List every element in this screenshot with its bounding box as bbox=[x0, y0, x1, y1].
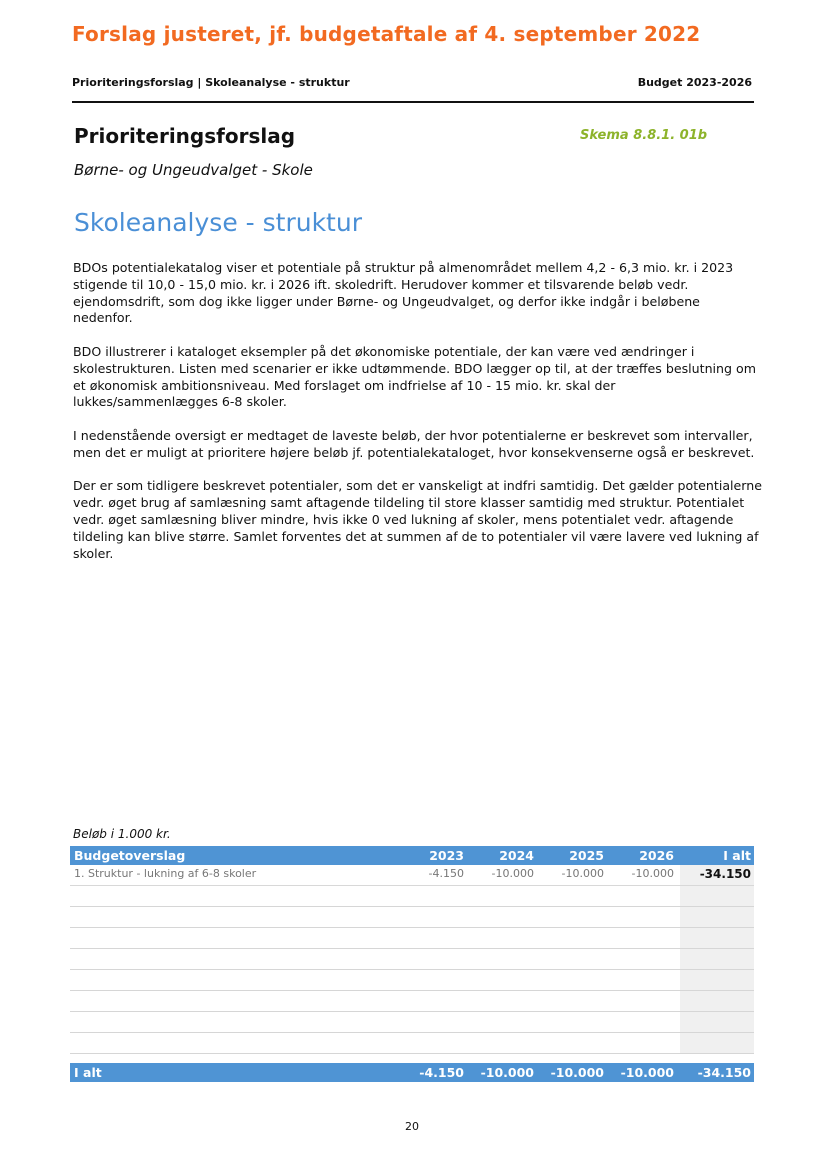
header-cell: 2023 bbox=[429, 848, 464, 863]
header-right: Budget 2023-2026 bbox=[637, 76, 752, 89]
empty-row bbox=[70, 970, 754, 991]
total-column-shade bbox=[680, 1012, 754, 1032]
schema-number: Skema 8.8.1. 01b bbox=[580, 128, 708, 143]
row-value: -10.000 bbox=[631, 867, 674, 880]
section-title: Skoleanalyse - struktur bbox=[74, 208, 362, 237]
empty-row bbox=[70, 886, 754, 907]
row-value: -4.150 bbox=[428, 867, 464, 880]
body-text bbox=[73, 260, 763, 579]
amount-unit-note: Beløb i 1.000 kr. bbox=[73, 827, 171, 841]
empty-row bbox=[70, 928, 754, 949]
total-column-shade bbox=[680, 928, 754, 948]
row-value: -10.000 bbox=[561, 867, 604, 880]
table-spacer bbox=[70, 1054, 754, 1063]
table-row bbox=[70, 865, 754, 886]
row-label: 1. Struktur - lukning af 6-8 skoler bbox=[74, 867, 257, 880]
page-title: Prioriteringsforslag bbox=[74, 124, 296, 148]
total-column-shade bbox=[680, 886, 754, 906]
paragraph: BDO illustrerer i kataloget eksempler på det økonomiske potentiale, der kan være ved ændringer i skolestrukturen. Listen med scenarier er ikke udtømmende. BDO lægger op til, at der træffes beslutning om et økonomisk ambitionsniveau. Med forslaget om indfrielse af 10 - 15 mio. kr. skal der lukkes/sammenlægges 6-8 skoler. bbox=[73, 343, 757, 410]
row-value: -10.000 bbox=[491, 867, 534, 880]
row-total: -34.150 bbox=[699, 867, 751, 881]
empty-row bbox=[70, 949, 754, 970]
paragraph: BDOs potentialekatalog viser et potentiale på struktur på almenområdet mellem 4,2 - 6,3 mio. kr. i 2023 stigende til 10,0 - 15,0 mio. kr. i 2026 ift. skoledrift. Herudover kommer et tilsvarende beløb vedr. ejendomsdrift, som dog ikke ligger under Børne- og Ungeudvalget, og derfor ikke indgår i beløbene nedenfor. bbox=[73, 260, 734, 326]
paragraph: I nedenstående oversigt er medtaget de laveste beløb, der hvor potentialerne er beskrevet som intervaller, men det er muligt at prioritere højere beløb jf. potentialekataloget, hvor konsekvenserne også er beskrevet. bbox=[73, 427, 755, 460]
empty-row bbox=[70, 1012, 754, 1033]
empty-row bbox=[70, 991, 754, 1012]
total-value: -4.150 bbox=[419, 1065, 464, 1080]
empty-row bbox=[70, 1033, 754, 1054]
paragraph: Der er som tidligere beskrevet potentialer, som det er vanskeligt at indfri samtidig. Det gælder potentialerne vedr. øget brug af samlæsning samt aftagende tildeling til store klasser samtidig med struktur. Potentialet vedr. øget samlæsning bliver mindre, hvis ikke 0 ved lukning af skoler, mens potentialet vedr. aftagende tildeling kan blive større. Samlet forventes det at summen af de to potentialer vil være lavere ved lukning af skoler. bbox=[73, 478, 762, 561]
header-cell: 2025 bbox=[569, 848, 604, 863]
total-value: -10.000 bbox=[620, 1065, 674, 1080]
empty-row bbox=[70, 907, 754, 928]
committee-subtitle: Børne- og Ungeudvalget - Skole bbox=[74, 161, 313, 179]
page-number: 20 bbox=[405, 1120, 419, 1133]
total-value: -10.000 bbox=[480, 1065, 534, 1080]
header-cell: 2026 bbox=[639, 848, 674, 863]
total-label: I alt bbox=[74, 1065, 102, 1080]
banner-notice: Forslag justeret, jf. budgetaftale af 4. september 2022 bbox=[72, 22, 701, 46]
header-left: Prioriteringsforslag | Skoleanalyse - struktur bbox=[72, 76, 350, 89]
total-value: -10.000 bbox=[550, 1065, 604, 1080]
total-value: -34.150 bbox=[697, 1065, 751, 1080]
total-column-shade bbox=[680, 970, 754, 990]
total-column-shade bbox=[680, 907, 754, 927]
total-column-shade bbox=[680, 1033, 754, 1053]
header-divider bbox=[72, 101, 754, 103]
header-cell: Budgetoverslag bbox=[74, 848, 186, 863]
total-column-shade bbox=[680, 949, 754, 969]
header-cell: 2024 bbox=[499, 848, 534, 863]
budget-table bbox=[70, 846, 754, 1082]
total-column-shade bbox=[680, 991, 754, 1011]
table-header-row bbox=[70, 846, 754, 865]
page-header bbox=[72, 76, 752, 89]
table-total-row bbox=[70, 1063, 754, 1082]
header-cell: I alt bbox=[723, 848, 751, 863]
